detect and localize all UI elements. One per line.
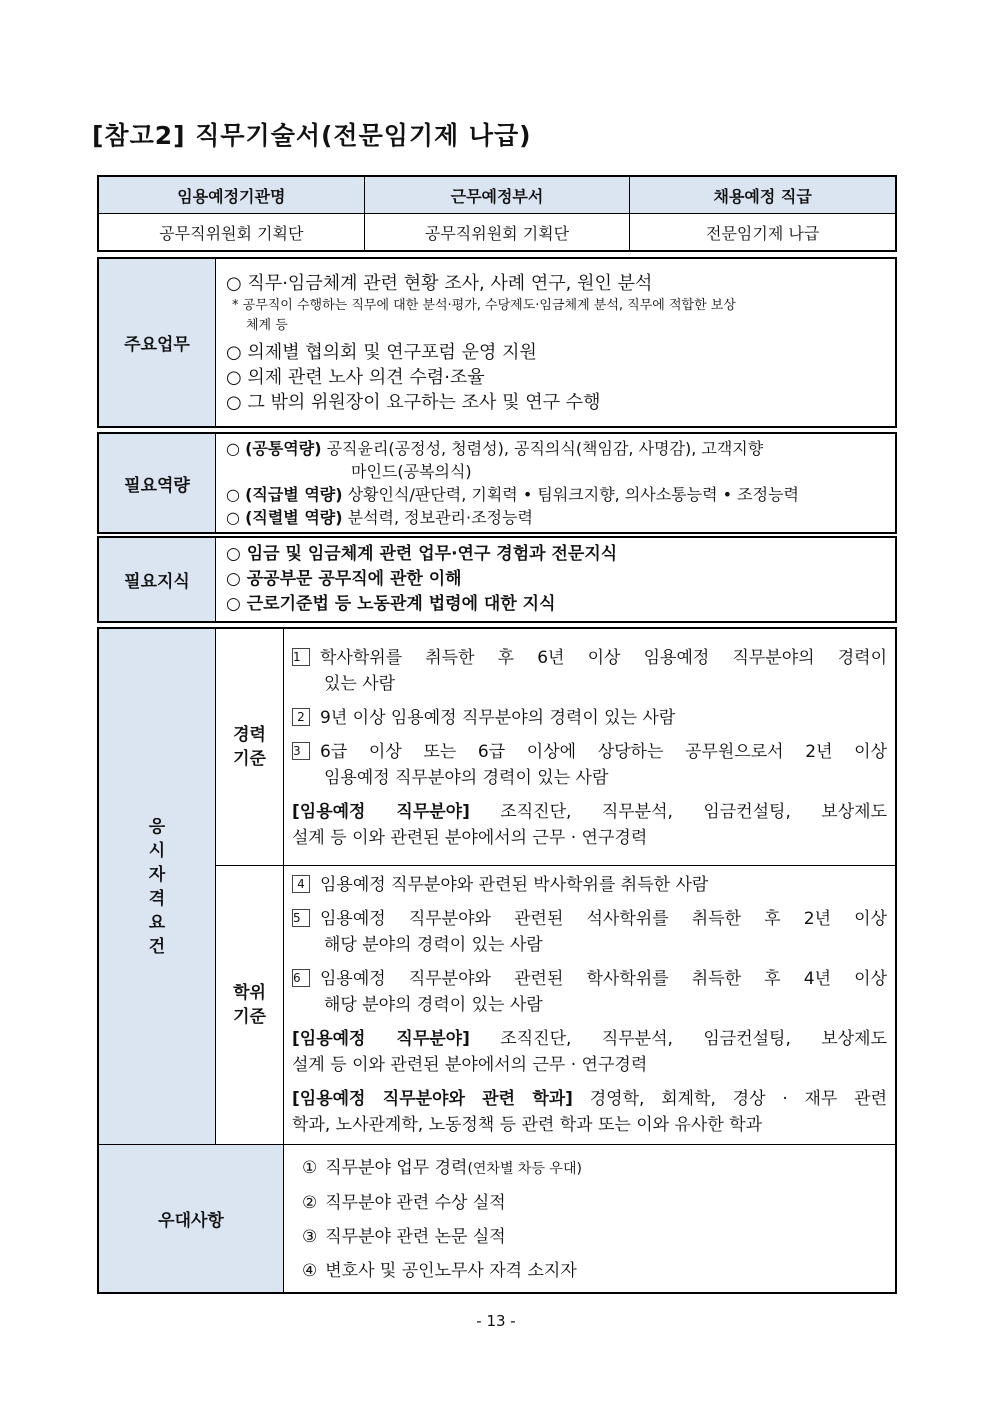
career-field: [292, 799, 887, 851]
item-text: 학사학위를 취득한 후 6년 이상 임용예정 직무분야의 경력이: [320, 648, 887, 668]
header-value-department: 공무직위원회 기획단: [364, 214, 630, 251]
career-content: [284, 629, 896, 866]
header-values-row: [99, 214, 896, 251]
career-item-cont: 있는 사람: [324, 674, 396, 694]
degree-content: [284, 866, 896, 1145]
item-number: ④: [302, 1261, 318, 1281]
item-text: 직무분야 관련 수상 실적: [325, 1193, 506, 1213]
duty-item: ○ 의제별 협의회 및 연구포럼 운영 지원: [226, 341, 537, 363]
field-label: [임용예정 직무분야]: [292, 1029, 470, 1049]
preference-item: [302, 1220, 887, 1254]
duty-item: ○ 그 밖의 위원장이 요구하는 조사 및 연구 수행: [226, 391, 601, 413]
degree-label-line: 기준: [233, 1007, 266, 1027]
label-char: 건: [148, 936, 166, 957]
career-label: [216, 629, 284, 866]
number-box: 5: [292, 909, 310, 927]
career-label-line: 기준: [233, 749, 266, 769]
label-char: 시: [148, 840, 166, 861]
competency-type: (공통역량): [245, 439, 322, 458]
header-table: [98, 176, 896, 251]
item-text: 직무분야 관련 논문 실적: [325, 1227, 506, 1247]
knowledge-item: ○ 근로기준법 등 노동관계 법령에 대한 지식: [226, 594, 556, 614]
competency-content: [216, 434, 896, 533]
career-item-cont: 임용예정 직무분야의 경력이 있는 사람: [324, 768, 609, 788]
header-col-agency: 임용예정기관명: [99, 177, 365, 214]
degree-item-line: [292, 966, 887, 992]
qualification-label: [99, 629, 216, 1145]
item-text: 임용예정 직무분야와 관련된 박사학위를 취득한 사람: [320, 875, 709, 895]
degree-item: [292, 906, 887, 958]
page-number: - 13 -: [476, 1312, 516, 1330]
knowledge-table: [98, 537, 896, 622]
career-item-line: [292, 705, 887, 731]
knowledge-item: ○ 공공부문 공무직에 관한 이해: [226, 569, 462, 589]
career-item-line: [292, 645, 887, 671]
preference-content: [284, 1145, 896, 1293]
career-item-line: [292, 739, 887, 765]
degree-item-line: [292, 872, 887, 898]
competency-item: [226, 483, 887, 506]
number-box: 6: [292, 969, 310, 987]
bullet-circle: ○: [226, 485, 240, 504]
item-number: ②: [302, 1193, 318, 1213]
item-text: 6급 이상 또는 6급 이상에 상당하는 공무원으로서 2년 이상: [320, 742, 887, 762]
competency-text: 분석력, 정보관리·조정능력: [342, 508, 533, 527]
career-item: [292, 739, 887, 791]
dept-text: 경영학, 회계학, 경상 · 재무 관련: [572, 1089, 887, 1109]
bullet-circle: ○: [226, 508, 240, 527]
dept-text-cont: 학과, 노사관계학, 노동정책 등 관련 학과 또는 이와 유사한 학과: [292, 1115, 762, 1135]
preference-item: [302, 1254, 887, 1288]
item-text: 직무분야 업무 경력: [325, 1158, 468, 1178]
bullet-circle: ○: [226, 439, 240, 458]
item-text: 임용예정 직무분야와 관련된 석사학위를 취득한 후 2년 이상: [320, 909, 887, 929]
degree-item-line: [292, 906, 887, 932]
duties-label: 주요업무: [99, 259, 216, 427]
label-char: 격: [148, 888, 166, 909]
career-label-line: 경력: [233, 725, 266, 745]
field-line: [292, 799, 887, 825]
field-label: [임용예정 직무분야]: [292, 802, 470, 822]
header-value-grade: 전문임기제 나급: [630, 214, 896, 251]
item-text: 변호사 및 공인노무사 자격 소지자: [325, 1261, 577, 1281]
career-item: [292, 645, 887, 697]
field-line: [292, 1026, 887, 1052]
header-col-grade: 채용예정 직급: [630, 177, 896, 214]
label-char: 응: [148, 816, 166, 837]
knowledge-content: [216, 538, 896, 622]
competency-item-cont: 마인드(공복의식): [351, 462, 472, 481]
item-number: ③: [302, 1227, 318, 1247]
preference-item: [302, 1151, 887, 1186]
header-row: [99, 177, 896, 214]
label-char: 요: [148, 912, 166, 933]
knowledge-item: ○ 임금 및 임금체계 관련 업무·연구 경험과 전문지식: [226, 544, 618, 564]
field-text-cont: 설계 등 이와 관련된 분야에서의 근무 · 연구경력: [292, 1055, 648, 1075]
competency-item: [226, 506, 887, 529]
duty-note-cont: 체계 등: [246, 317, 288, 333]
duties-table: [98, 258, 896, 427]
dept-label: [임용예정 직무분야와 관련 학과]: [292, 1089, 573, 1109]
page-title: [참고2] 직무기술서(전문임기제 나급): [92, 121, 532, 150]
degree-item: [292, 966, 887, 1018]
dept-line: [292, 1086, 887, 1112]
item-text: 임용예정 직무분야와 관련된 학사학위를 취득한 후 4년 이상: [320, 969, 887, 989]
competency-item: [226, 437, 887, 460]
duty-item: ○ 의제 관련 노사 의견 수렴·조율: [226, 366, 485, 388]
item-number: ①: [302, 1158, 318, 1178]
number-box: 3: [292, 742, 310, 760]
header-col-department: 근무예정부서: [364, 177, 630, 214]
competency-label: 필요역량: [99, 434, 216, 533]
label-char: 자: [148, 864, 166, 885]
competency-type: (직급별 역량): [245, 485, 343, 504]
degree-label: [216, 866, 284, 1145]
degree-item: [292, 872, 887, 898]
knowledge-label: 필요지식: [99, 538, 216, 622]
degree-field: [292, 1026, 887, 1078]
degree-dept: [292, 1086, 887, 1138]
competency-table: [98, 433, 896, 533]
preference-label: 우대사항: [99, 1145, 284, 1293]
preference-item: [302, 1186, 887, 1220]
competency-text: 공직윤리(공정성, 청렴성), 공직의식(책임감, 사명감), 고객지향: [321, 439, 764, 458]
duty-note: * 공무직이 수행하는 직무에 대한 분석·평가, 수당제도·임금체계 분석, 직무에 적합한 보상: [232, 297, 736, 313]
number-box: 1: [292, 648, 310, 666]
competency-type: (직렬별 역량): [245, 508, 343, 527]
field-text-cont: 설계 등 이와 관련된 분야에서의 근무 · 연구경력: [292, 828, 648, 848]
number-box: 2: [292, 708, 310, 726]
competency-text: 상황인식/판단력, 기획력 • 팀워크지향, 의사소통능력 • 조정능력: [342, 485, 799, 504]
duty-item: ○ 직무·임금체계 관련 현황 조사, 사례 연구, 원인 분석: [226, 272, 653, 294]
qualification-table: [98, 628, 896, 1293]
degree-item-cont: 해당 분야의 경력이 있는 사람: [324, 995, 543, 1015]
degree-item-cont: 해당 분야의 경력이 있는 사람: [324, 935, 543, 955]
duties-content: [216, 259, 896, 427]
header-value-agency: 공무직위원회 기획단: [99, 214, 365, 251]
field-text: 조직진단, 직무분석, 임금컨설팅, 보상제도: [469, 802, 887, 822]
career-item: [292, 705, 887, 731]
number-box: 4: [292, 875, 310, 893]
field-text: 조직진단, 직무분석, 임금컨설팅, 보상제도: [469, 1029, 887, 1049]
item-text: 9년 이상 임용예정 직무분야의 경력이 있는 사람: [320, 708, 676, 728]
degree-label-line: 학위: [233, 983, 266, 1003]
item-note: (연차별 차등 우대): [467, 1161, 582, 1177]
